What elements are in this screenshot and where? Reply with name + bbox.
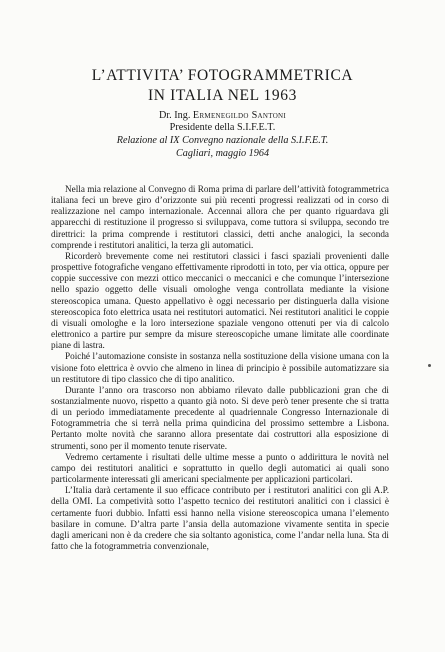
author-name: Ermenegildo Santoni	[192, 110, 287, 121]
paragraph: Durante l’anno ora trascorso non abbiamo rilevato dalle pubblicazioni gran che di sostanzialmente nuovo, rispetto a quanto già noto. Si deve però tener presente che si tratta di un periodo immediatamente precedente al quadriennale Congresso Internazionale di Fotogrammetria che si terrà nella prima quindicina del prossimo settembre a Lisbona. Pertanto molte novità che saranno allora presentate dai costruttori alla esposizione di strumenti, sono per il momento tenute riservate.	[51, 384, 389, 451]
paragraph: L’Italia darà certamente il suo efficace contributo per i restitutori analitici con gli A.P. della OMI. La competività sotto l’aspetto tecnico dei restitutori analitici con i classici è certamente fuori dubbio. Infatti essi hanno nella visione stereoscopica umana l’elemento basilare in comune. D’altra parte l’ansia della automazione vivamente sentita in specie dagli americani non è da credere che sia soltanto agonistica, come l’andar nella luna. Sta di fatto che la fotogrammetria convenzionale,	[51, 485, 389, 551]
paragraph: Vedremo certamente i risultati delle ultime messe a punto o addirittura le novità nel campo dei restitutori analitici e soprattutto in quello degli automatici ai quali sono particolarmente interessati gli americani specialmente per applicazioni particolari.	[51, 451, 389, 485]
title-line-2: IN ITALIA NEL 1963	[148, 87, 297, 104]
paragraph: Nella mia relazione al Convegno di Roma prima di parlare dell’attività fotogrammetrica italiana feci un breve giro d’orizzonte sui più recenti progressi realizzati od in corso di realizzazione nel campo internazionale. Accennai allora che per quanto riguardava gli apparecchi di restituzione il progresso si sviluppava, come tuttora si sviluppa, secondo tre direttrici: la prima comprende i restitutori classici, detti anche analogici, la seconda comprende i restitutori analitici, la terza gli automatici.	[51, 184, 389, 250]
margin-mark	[428, 364, 431, 367]
report-place-date: Cagliari, maggio 1964	[175, 148, 270, 159]
author-line	[0, 110, 445, 122]
author-prefix: Dr. Ing.	[158, 110, 191, 121]
report-relation: Relazione al IX Convegno nazionale della S.I.F.E.T.	[116, 135, 329, 146]
paragraph: Ricorderò brevemente come nei restitutori classici i fasci spaziali provenienti dalle prospettive fotografiche vengano effettivamente riprodotti in toto, per via ottica, oppure per coppie successive con mezzi ottico meccanici o meccanici e che comunque l’intersezione nello spazio oggetto delle visuali omologhe venga controllata mediante la visione stereoscopica umana. Questo appellativo è oggi necessario per distinguerla dalla visione stereoscopica foto elettrica usata nei restitutori automatici. Nei restitutori analitici le coppie di visuali omologhe e la loro intersezione spaziale vengono ottenuti per via di calcolo elettronico a partire pur sempre da misure stereoscopiche umane limitate alle coordinate piane di lastra.	[51, 250, 389, 351]
author-role: Presidente della S.I.F.E.T.	[169, 122, 276, 133]
title-line-1: L’ATTIVITA’ FOTOGRAMMETRICA	[91, 67, 354, 84]
paragraph: Poiché l’automazione consiste in sostanza nella sostituzione della visione umana con la visione foto elettrica è ovvio che almeno in linea di principio è possibile automatizzare sia un restitutore di tipo classico che di tipo analitico.	[51, 351, 389, 384]
body-text	[51, 184, 389, 552]
